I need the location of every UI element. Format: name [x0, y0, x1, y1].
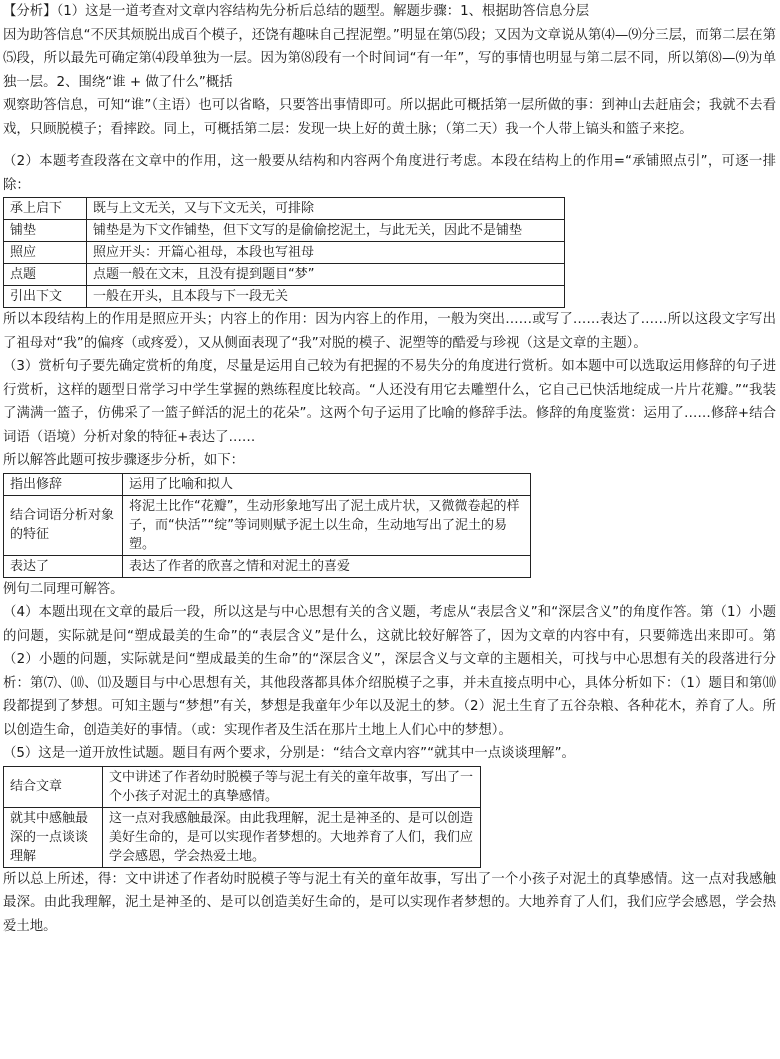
question5-analysis: （5）这是一道开放性试题。题目有两个要求，分别是：“结合文章内容”“就其中一点谈谈理解”。 [3, 746, 575, 761]
table-cell-key: 结合文章 [4, 766, 103, 807]
question2-analysis: （2）本题考查段落在文章中的作用，这一般要从结构和内容两个角度进行考虑。本段在结构上的作用=“承铺照点引”，可逐一排除： [3, 154, 776, 193]
table-row [4, 264, 565, 286]
question2-conclusion: 所以本段结构上的作用是照应开头；内容上的作用：因为内容上的作用，一般为突出……或写了……表达了……所以这段文字写出了祖母对“我”的偏疼（或疼爱），又从侧面表现了“我”对脱的模子、泥塑等的酷爱与珍视（这是文章的主题）。 [3, 312, 776, 351]
analysis-step2-detail: 观察助答信息，可知“谁”（主语）也可以省略，只要答出事情即可。所以据此可概括第一层所做的事：到神山去赶庙会；我就不去看戏，只顾脱模子；看摔跤。同上，可概括第二层：发现一块上好的黄土脉；（第二天）我一个人带上镐头和篮子来挖。 [3, 98, 776, 137]
table-cell-value: 运用了比喻和拟人 [123, 473, 531, 495]
table-cell-key: 承上启下 [4, 198, 87, 220]
table-cell-key: 引出下文 [4, 286, 87, 308]
table-cell-value: 表达了作者的欣喜之情和对泥土的喜爱 [123, 555, 531, 577]
analysis-step1-detail: 因为助答信息“不厌其烦脱出成百个模子，还饶有趣味自己捏泥塑。”明显在第⑸段；又因为文章说从第⑷—⑼分三层，而第二层在第⑸段，所以最先可确定第⑷段单独为一层。因为第⑻段有一个时间词“有一年”，写的事情也明显与第二层不同，所以第⑻—⑼为单独一层。2、围绕“谁 + 做了什么”概括 [3, 27, 776, 90]
question3-analysis: （3）赏析句子要先确定赏析的角度，尽量是运用自己较为有把握的不易失分的角度进行赏析。如本题中可以选取运用修辞的句子进行赏析，这样的题型日常学习中学生掌握的熟练程度比较高。“人还没有用它去雕塑什么，它自己已快活地绽成一片片花瓣。”“我装了满满一篮子，仿佛采了一篮子鲜活的泥土的花朵”。这两个句子运用了比喻的修辞手法。修辞的角度鉴赏：运用了……修辞+结合词语（语境）分析对象的特征+表达了…… [3, 359, 776, 445]
table-cell-value: 铺垫是为下文作铺垫，但下文写的是偷偷挖泥土，与此无关，因此不是铺垫 [87, 220, 565, 242]
table-cell-key: 点题 [4, 264, 87, 286]
rhetoric-analysis-table [3, 473, 531, 578]
table-row [4, 242, 565, 264]
table-cell-value: 将泥土比作“花瓣”，生动形象地写出了泥土成片状，又微微卷起的样子，而“快活”“绽”等词则赋予泥土以生命，生动地写出了泥土的易塑。 [123, 495, 531, 555]
table-row [4, 766, 481, 807]
question4-analysis: （4）本题出现在文章的最后一段，所以这是与中心思想有关的含义题，考虑从“表层含义”和“深层含义”的角度作答。第（1）小题的问题，实际就是问“塑成最美的生命”的“表层含义”是什么，这就比较好解答了，因为文章的内容中有，只要筛选出来即可。第（2）小题的问题，实际就是问“塑成最美的生命”的“深层含义”，深层含义与文章的主题相关，可找与中心思想有关的段落进行分析：第⑺、⑽、⑾及题目与中心思想有关，其他段落都具体介绍脱模子之事，并未直接点明中心，具体分析如下：（1）题目和第⑽段都提到了梦想。可知主题与“梦想”有关，梦想是我童年少年以及泥土的梦。（2）泥土生育了五谷杂粮、各种花木，养育了人。所以创造生命，创造美好的事情。（或：实现作者及生活在那片土地上人们心中的梦想）。 [3, 605, 776, 738]
table-row [4, 555, 531, 577]
final-summary: 所以总上所述，得：文中讲述了作者幼时脱模子等与泥土有关的童年故事，写出了一个小孩子对泥土的真挚感情。这一点对我感触最深。由此我理解，泥土是神圣的、是可以创造美好生命的，是可以实现作者梦想的。大地养育了人们，我们应学会感恩，学会热爱土地。 [3, 871, 776, 934]
table-cell-value: 既与上文无关，又与下文无关，可排除 [87, 198, 565, 220]
analysis-intro: 【分析】（1）这是一道考查对文章内容结构先分析后总结的题型。解题步骤：1、根据助答信息分层 [3, 4, 590, 19]
table-cell-value: 点题一般在文末，且没有提到题目“梦” [87, 264, 565, 286]
table-row [4, 286, 565, 308]
table-row [4, 473, 531, 495]
paragraph-function-table [3, 197, 565, 308]
table-row [4, 807, 481, 867]
table-cell-key: 铺垫 [4, 220, 87, 242]
table-cell-key: 表达了 [4, 555, 123, 577]
table-cell-value: 一般在开头，且本段与下一段无关 [87, 286, 565, 308]
table-cell-value: 这一点对我感触最深。由此我理解，泥土是神圣的、是可以创造美好生命的，是可以实现作者梦想的。大地养育了人们，我们应学会感恩，学会热爱土地。 [103, 807, 481, 867]
table-cell-value: 文中讲述了作者幼时脱模子等与泥土有关的童年故事，写出了一个小孩子对泥土的真挚感情。 [103, 766, 481, 807]
table-row [4, 198, 565, 220]
table-row [4, 220, 565, 242]
table-cell-key: 照应 [4, 242, 87, 264]
table-cell-key: 指出修辞 [4, 473, 123, 495]
open-question-table [3, 766, 481, 868]
table-cell-key: 结合词语分析对象的特征 [4, 495, 123, 555]
table-cell-key: 就其中感触最深的一点谈谈理解 [4, 807, 103, 867]
question3-steps-intro: 所以解答此题可按步骤逐步分析，如下： [3, 453, 245, 468]
table-row [4, 495, 531, 555]
table-cell-value: 照应开头：开篇心祖母，本段也写祖母 [87, 242, 565, 264]
example2-note: 例句二同理可解答。 [3, 581, 124, 597]
